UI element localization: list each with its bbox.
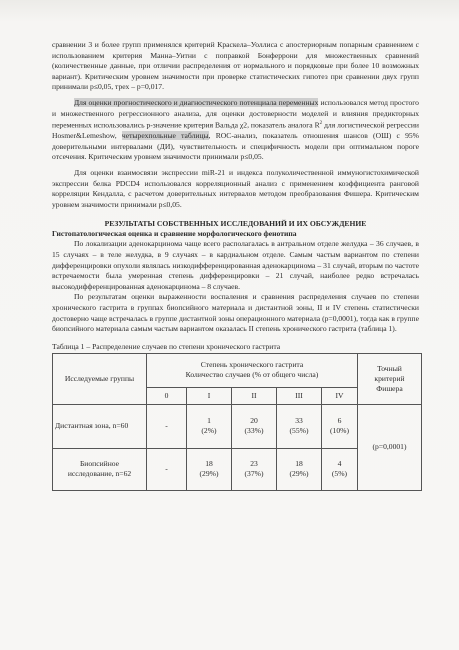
- cell-count: 4: [337, 459, 342, 469]
- header-fisher-line1: Точный: [377, 363, 402, 373]
- cell-count: 18: [295, 459, 303, 469]
- cell-count: 23: [250, 459, 258, 469]
- cell-pct: (29%): [289, 469, 309, 479]
- row-group-distant: Дистантная зона, n=60: [53, 404, 147, 448]
- superscript: 2: [319, 121, 323, 127]
- cell-count: 1: [207, 416, 211, 426]
- cell-count: 6: [337, 416, 342, 426]
- cell: [147, 448, 187, 490]
- header-fisher-line2: критерий: [374, 373, 405, 383]
- cell-pct: (55%): [289, 426, 309, 436]
- row-group-line1: Биопсийное: [79, 459, 120, 469]
- highlighted-text: Для оценки прогностического и диагностического потенциала переменных: [74, 97, 319, 107]
- cell: [187, 404, 232, 448]
- degree-4: IV: [322, 387, 358, 404]
- cell-pct: (37%): [244, 469, 264, 479]
- cell: [187, 448, 232, 490]
- cell: [147, 404, 187, 448]
- header-degree-line2: Количество случаев (% от общего числа): [185, 370, 319, 380]
- paragraph-gastritis: По результатам оценки выраженности воспаления и сравнения распределения случаев по степени хронического гастрита в группах биопсийного материала и дистантной зоны, II и IV степень статистически достоверно чаще встречалась в группе дистантной зоны операционного материала (p=0,0001), тогда как в группе биопсийного материала самым частым вариантом оказалась II степень хронического гастрита (таблица 1).: [52, 292, 419, 334]
- cell: [322, 404, 358, 448]
- degree-2: II: [232, 387, 277, 404]
- regression-text-2: для логистической регрессии Hosmer&Lemeshow,: [52, 120, 419, 141]
- cell: [277, 404, 322, 448]
- paragraph-statistics-methods: сравнении 3 и более групп применялся критерий Краскела–Уоллиса с апостериорным попарным сравнением с использованием критерия Манна–Уитни с поправкой Бонферрони для множественных сравнений (количественные данные, при отличии распределения от нормального и порядковые при более 10 возможных вариант). Критическим уровнем значимости при проверке статистических гипотез при сравнении двух групп принимали p≤0,05, трех – p=0,017.: [52, 40, 419, 92]
- cell-pct: (29%): [199, 469, 219, 479]
- header-groups: Исследуемые группы: [53, 353, 147, 404]
- header-degree-line1: Степень хронического гастрита: [200, 360, 304, 370]
- cell-pct: (10%): [330, 426, 349, 436]
- cell-count: 18: [205, 459, 213, 469]
- subsection-heading: Гистопатологическая оценка и сравнение морфологического фенотипа: [52, 229, 297, 239]
- gastritis-table: [52, 353, 422, 491]
- cell-count: -: [165, 421, 168, 431]
- header-degree: [147, 353, 358, 387]
- cell-pct: (2%): [201, 426, 217, 436]
- paragraph-localization: По локализации аденокарцинома чаще всего располагалась в антральном отделе желудка – 36 случаев, в 15 случаях – в теле желудка, в 9 случаях – в кардиальном отделе. Самым частым вариантом по степени дифференцировки опухоли являлась низкодифференцированная аденокарцинома – 31 случай, вторым по частоте встречаемости была умеренная степень дифференцировки – 21 случай, наиболее редко встречалась высокодифференцированная аденокарцинома – 8 случаев.: [52, 239, 419, 291]
- cell-pct: (33%): [244, 426, 264, 436]
- header-fisher-line3: Фишера: [376, 383, 403, 393]
- degree-3: III: [277, 387, 322, 404]
- degree-0: 0: [147, 387, 187, 404]
- fisher-p-value: (p=0,0001): [358, 404, 422, 490]
- cell-count: -: [165, 464, 168, 474]
- row-group-biopsy: [53, 448, 147, 490]
- degree-1: I: [187, 387, 232, 404]
- cell-count: 20: [250, 416, 258, 426]
- paragraph-correlation-methods: Для оценки взаимосвязи экспрессии miR-21 и индекса полуколичественной иммуногистохимической экспрессии белка PDCD4 использовался корреляционный анализ с применением коэффициента ранговой корреляции Кендалла, с расчетом доверительных интервалов методом преобразования Фишера. Критическим уровнем значимости принимали p≤0,05.: [52, 168, 419, 209]
- header-fisher: [358, 353, 422, 404]
- table-row: [53, 404, 422, 448]
- cell: [232, 404, 277, 448]
- cell-pct: (5%): [331, 469, 348, 479]
- regression-text-3: , ROC-анализ, показатель отношения шансов (ОШ) с 95% доверительными интервалами (ДИ), чувствительность и специфичность модели при оптимальном пороге отсечения. Критическим уровнем значимости принимали p≤0,05.: [52, 131, 419, 162]
- paragraph-regression-methods: [52, 98, 419, 163]
- row-group-line2: исследование, n=62: [67, 469, 132, 479]
- cell-count: 33: [295, 416, 303, 426]
- regression-text-1: использовался метод простого и множественного регрессионного анализа, для оценки достоверности моделей и влияния предикторных переменных использовались p-значение критерия Вальда χ2, показатель аналога R: [52, 97, 419, 130]
- section-heading: РЕЗУЛЬТАТЫ СОБСТВЕННЫХ ИССЛЕДОВАНИЙ И ИХ ОБСУЖДЕНИЕ: [104, 219, 367, 229]
- cell: [277, 448, 322, 490]
- highlighted-text-tables: четырехпольные таблицы: [121, 131, 209, 141]
- cell: [322, 448, 358, 490]
- table-caption: Таблица 1 – Распределение случаев по степени хронического гастрита: [52, 341, 281, 351]
- cell: [232, 448, 277, 490]
